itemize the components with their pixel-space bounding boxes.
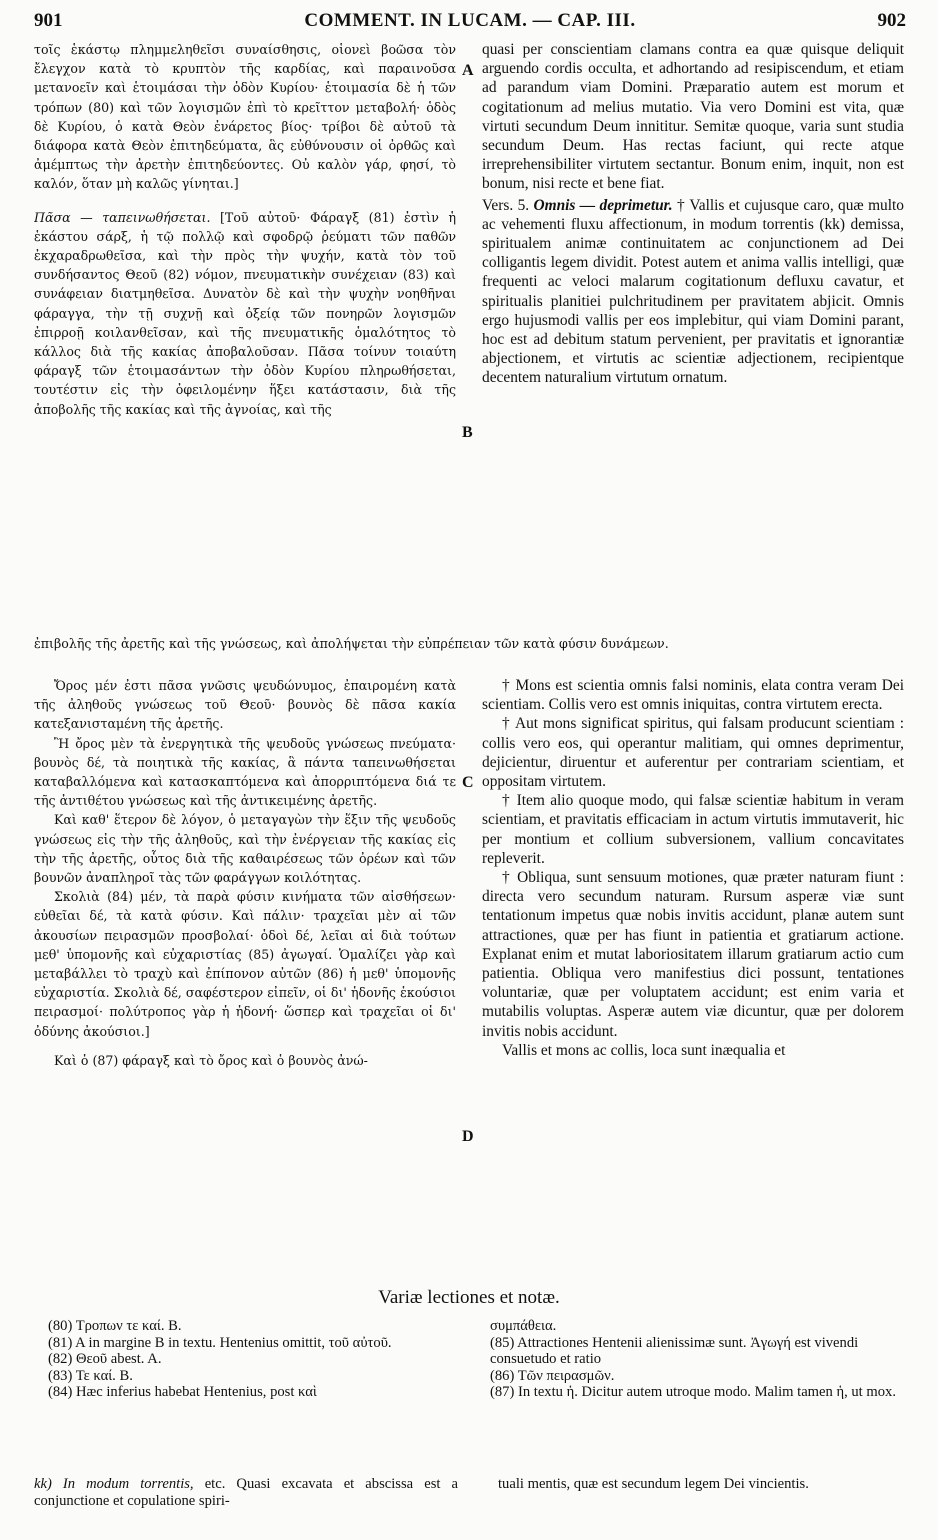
- greek-paragraph: Καὶ ὁ (87) φάραγξ καὶ τὸ ὄρος καὶ ὁ βουνὸς ἀνώ-: [54, 1052, 368, 1068]
- latin-paragraph: quasi per conscientiam clamans contra ea quæ quisque deliquit arguendo cordis occulta, et adhortando ad resipiscendum, et etiam ad parandum viam Domini. Præparatio autem est morum et cogitationum ad melius mutatio. Via vero Domini est vita, quæ virtuti secundum Deum innititur. Semitæ quoque, varia sunt studia secundum Deum. Has rectas faciunt, qui recte atque irreprehensibiliter virtutem sectantur. Bonum enim, inquit, non est bonum, nisi recte et bene fiat.: [482, 41, 904, 193]
- greek-paragraph: [34, 208, 456, 419]
- latin-paragraph: [482, 196, 904, 388]
- variant-note: (84) Hæc inferius habebat Hentenius, post καὶ: [48, 1384, 317, 1401]
- greek-text: [Τοῦ αὐτοῦ· Φάραγξ (81) ἐστὶν ἡ ἑκάστου σάρξ, ἡ τῷ πολλῷ καὶ σφοδρῷ ῥεύματι τῶν παθῶν ἐκχαραδρωθεῖσα, καὶ τὴν πρὸς τὴν ψυχήν, κατὰ τὸν τοῦ συνδήσαντος Θεοῦ (82) νόμον, πνευματικὴν συνέχειαν (83) καὶ συνάφειαν διατμηθεῖσα. Δυνατὸν δὲ καὶ τὴν ψυχὴν νοηθῆναι φάραγγα, τὴν τῇ συχνῇ καὶ ὀξείᾳ τῶν πονηρῶν λογισμῶν ἐπιρροῇ κοιλανθεῖσαν, καὶ τῆς πνευματικῆς ὁμαλότητος τὸ κάλλος διὰ τῆς κακίας ἀποβαλοῦσαν. Πᾶσα τοίνυν τοιαύτη φάραγξ τῶν ἑτοιμασάντων τὴν ὁδὸν Κυρίου πληρωθήσεται, τουτέστιν εἰς τὴν ὀφειλομένην ἥξει κατάστασιν, διὰ τῆς ἀποβολῆς τῆς κακίας καὶ τῆς ἀγνοίας, καὶ τῆς: [34, 209, 456, 417]
- verse-number: Vers. 5.: [482, 196, 530, 214]
- variant-note: (83) Τε καί. B.: [48, 1367, 133, 1384]
- notes-right-column: [490, 1318, 902, 1438]
- margin-marker-b: B: [462, 424, 473, 441]
- variant-note: (86) Τῶν πειρασμῶν.: [490, 1367, 615, 1384]
- greek-column-lower: [34, 676, 456, 1270]
- latin-column-upper: [482, 40, 904, 634]
- variant-note: (85) Attractiones Hentenii alienissimæ sunt. Ἀγωγή est vivendi consuetudo et ratio: [490, 1334, 859, 1368]
- notes-title: Variæ lectiones et notæ.: [378, 1287, 560, 1308]
- running-title: COMMENT. IN LUCAM. — CAP. III.: [304, 10, 636, 31]
- greek-lemma: Πᾶσα — ταπεινωθήσεται.: [34, 209, 211, 225]
- margin-marker-c: C: [462, 774, 474, 791]
- latin-paragraph: † Mons est scientia omnis falsi nominis, elata contra veram Dei scientiam. Collis vero est omnis iniquitas, contra virtutem erecta.: [482, 677, 904, 714]
- footnote-lemma: kk) In modum torrentis,: [34, 1476, 194, 1492]
- latin-text: † Vallis et cujusque caro, quæ multo ac vehementi fluxu affectionum, in modum torrentis (kk) demissa, spiritualem animæ continuitatem ac conjunctionem ad Dei colligantis legem dividit. Potest autem et anima vallis intelligi, quæ frequenti ac veloci malarum cogitationum defluxu cavatur, et spiritualis planitiei pulchritudinem per pravitatem abjicit. Omnis ergo hujusmodi vallis per eos implebitur, qui viam Domini parant, hoc est ad debitum statum pervenient, per pravitatis et ignorantiæ abjectionem, et virtutis ac scientiæ adjectionem, recipientque decentem naturalium virtutum ornatum.: [482, 196, 904, 387]
- page-number-right: 902: [877, 10, 906, 31]
- footnote-left: [34, 1476, 458, 1520]
- footnote-text: etc. Quasi excavata et abscissa est a conjunctione et copulatione spiri-: [34, 1476, 458, 1509]
- latin-paragraph: † Aut mons significat spiritus, qui falsam producunt scientiam : collis vero eos, qui operantur malitiam, qui omnes deprimentur, dejicientur, diruentur et auferentur per contrariam scientiam, et oppositam virtutem.: [482, 715, 904, 791]
- page-number-left: 901: [34, 10, 63, 31]
- greek-paragraph: Σκολιὰ (84) μέν, τὰ παρὰ φύσιν κινήματα τῶν αἰσθήσεων· εὐθεῖαι δέ, τὰ κατὰ φύσιν. Καὶ πάλιν· τραχεῖαι μὲν αἱ τῶν ἀκουσίων πειρασμῶν προσβολαί· ὁδοὶ δέ, λεῖαι αἱ διὰ τούτων μεθ' ὑπομονῆς καὶ εὐχαριστίας (85) ἀγωγαί. Ὁμαλίζει γὰρ καὶ μεταβάλλει τὸ τραχὺ καὶ ἐπίπονον αὐτῶν (86) ἡ μεθ' ὑπομονῆς εὐχαριστία. Σκολιὰ δέ, σαφέστερον εἰπεῖν, οἱ δι' ἡδονῆς ἑκούσιοι πειρασμοί· πολύτροπος γὰρ ἡ ἡδονή· ὥσπερ καὶ τραχεῖαι οἱ δι' ὀδύνης ἀκούσιοι.]: [34, 889, 456, 1039]
- greek-spanning-line: ἐπιβολῆς τῆς ἀρετῆς καὶ τῆς γνώσεως, καὶ ἀπολήψεται τὴν εὐπρέπειαν τῶν κατὰ φύσιν δυνάμεων.: [34, 636, 669, 651]
- greek-paragraph: Καὶ καθ' ἕτερον δὲ λόγον, ὁ μεταγαγὼν τὴν ἕξιν τῆς ψευδοῦς γνώσεως εἰς τὴν τῆς ἀληθοῦς, καὶ τὴν ἐνέργειαν τῆς κακίας εἰς τὴν τῆς ἀρετῆς, οὗτος διὰ τῆς καθαιρέσεως τῶν ὀρέων καὶ τῶν βουνῶν ἀναπληροῖ τὰς τῶν φαράγγων κοιλότητας.: [34, 812, 456, 886]
- greek-paragraph: Ἢ ὄρος μὲν τὰ ἐνεργητικὰ τῆς ψευδοῦς γνώσεως πνεύματα· βουνὸς δέ, τὰ ποιητικὰ τῆς κακίας, ἃ πάντα ταπεινωθήσεται καταβαλλόμενα καὶ κατασκαπτόμενα καὶ ἀπορριπτόμενα διά τε τῆς ἀντιθέτου γνώσεως καὶ τῆς ἀντικειμένης ἀρετῆς.: [34, 735, 456, 809]
- variant-note: (87) In textu ἡ. Dicitur autem utroque modo. Malim tamen ἡ, ut mox.: [490, 1384, 896, 1401]
- greek-paragraph: Ὄρος μέν ἐστι πᾶσα γνῶσις ψευδώνυμος, ἐπαιρομένη κατὰ τῆς ἀληθοῦς γνώσεως τοῦ Θεοῦ· βουνὸς δὲ πᾶσα κακία κατεξανισταμένη τῆς ἀρετῆς.: [34, 678, 456, 732]
- running-header: [34, 10, 906, 36]
- greek-column-upper: [34, 40, 456, 634]
- variant-note: συμπάθεια.: [490, 1318, 557, 1334]
- latin-paragraph: † Item alio quoque modo, qui falsæ scientiæ habitum in veram scientiam, et pravitatis efficaciam in actum virtutis immutaverit, hic per montium et collium subversionem, vallium concavitates repleverit.: [482, 792, 904, 867]
- variant-note: (80) Τροπων τε καί. B.: [48, 1318, 182, 1334]
- footnote-right: tuali mentis, quæ est secundum legem Dei vincientis.: [498, 1476, 809, 1492]
- variant-note: (81) A in margine B in textu. Hentenius omittit, τοῦ αὐτοῦ.: [48, 1334, 392, 1351]
- margin-marker-a: A: [462, 62, 474, 79]
- notes-left-column: [48, 1318, 458, 1438]
- latin-paragraph: Vallis et mons ac collis, loca sunt inæqualia et: [502, 1041, 786, 1059]
- latin-column-lower: [482, 676, 904, 1270]
- greek-paragraph: τοῖς ἑκάστῳ πλημμεληθεῖσι συναίσθησις, οἱονεὶ βοῶσα τὸν ἔλεγχον κατὰ τὸ κρυπτὸν τῆς καρδίας, καὶ παραινοῦσα μετανοεῖν καὶ ἑτοιμάσαι τὴν ὁδὸν Κυρίου· ἑτοιμασία δὲ ἡ τῶν τρόπων (80) καὶ τῶν λογισμῶν ἐπὶ τὸ κρεῖττον μεταβολή· ὁδὸς δὲ Κυρίου, ὁ κατὰ Θεὸν ἐνάρετος βίος· τρίβοι δὲ αὐτοῦ τὰ διάφορα κατὰ Θεὸν ἐπιτηδεύματα, ἃς εὐθύνουσιν οἱ ὀρθῶς καὶ ἀμέμπτως τὴν ἀρετὴν ἐπιτηδεύοντες. Οὐ καλὸν γάρ, φησί, τὸ καλόν, ὅταν μὴ καλῶς γίνηται.]: [34, 42, 456, 192]
- margin-marker-d: D: [462, 1128, 474, 1145]
- latin-lemma: Omnis — deprimetur.: [533, 196, 673, 214]
- latin-paragraph: † Obliqua, sunt sensuum motiones, quæ præter naturam fiunt : directa vero secundum naturam. Rursum asperæ viæ sunt tentationum impetus quæ nobis invitis accidunt, planæ autem sunt attractiones, quæ per has fiunt in patientia et gratiarum actione. Explanat enim et mutat laboriositatem illarum gratiarum actio cum patientia. Obliqua vero manifestius dici possunt, tentationes voluntariæ, quæ per voluptatem accidunt; est enim varia et mutabilis voluptas. Asperæ autem viæ dicuntur, quæ per dolorem invitis nobis accidunt.: [482, 869, 904, 1040]
- variant-note: (82) Θεοῦ abest. A.: [48, 1351, 162, 1368]
